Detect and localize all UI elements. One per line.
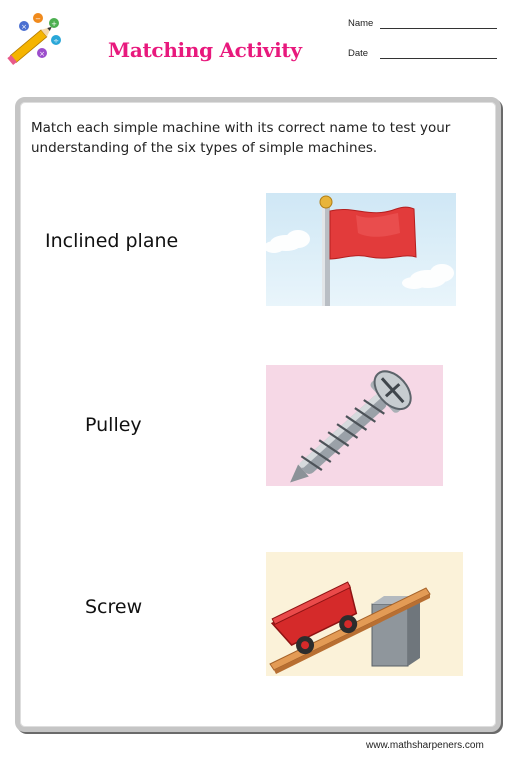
word-pulley[interactable]: Pulley (85, 414, 142, 436)
inclined-plane-picture[interactable] (266, 552, 463, 676)
word-inclined-plane[interactable]: Inclined plane (45, 230, 179, 252)
svg-text:×: × (39, 50, 45, 58)
name-label: Name (348, 18, 374, 29)
flagpole-picture[interactable] (266, 193, 456, 306)
footer-website: www.mathsharpeners.com (366, 740, 484, 751)
svg-text:−: − (35, 15, 41, 23)
date-field[interactable] (380, 58, 497, 59)
svg-text:×: × (21, 23, 27, 31)
date-label: Date (348, 48, 369, 59)
page-title: Matching Activity (108, 38, 302, 62)
word-screw[interactable]: Screw (85, 596, 143, 618)
instructions-text: Match each simple machine with its correct name to test your understanding of the six types of simple machines. (31, 120, 451, 156)
name-field[interactable] (380, 28, 497, 29)
svg-text:÷: ÷ (53, 37, 59, 45)
svg-text:+: + (51, 20, 57, 28)
screw-picture[interactable] (266, 365, 443, 486)
pencil-math-logo-icon (2, 6, 68, 68)
